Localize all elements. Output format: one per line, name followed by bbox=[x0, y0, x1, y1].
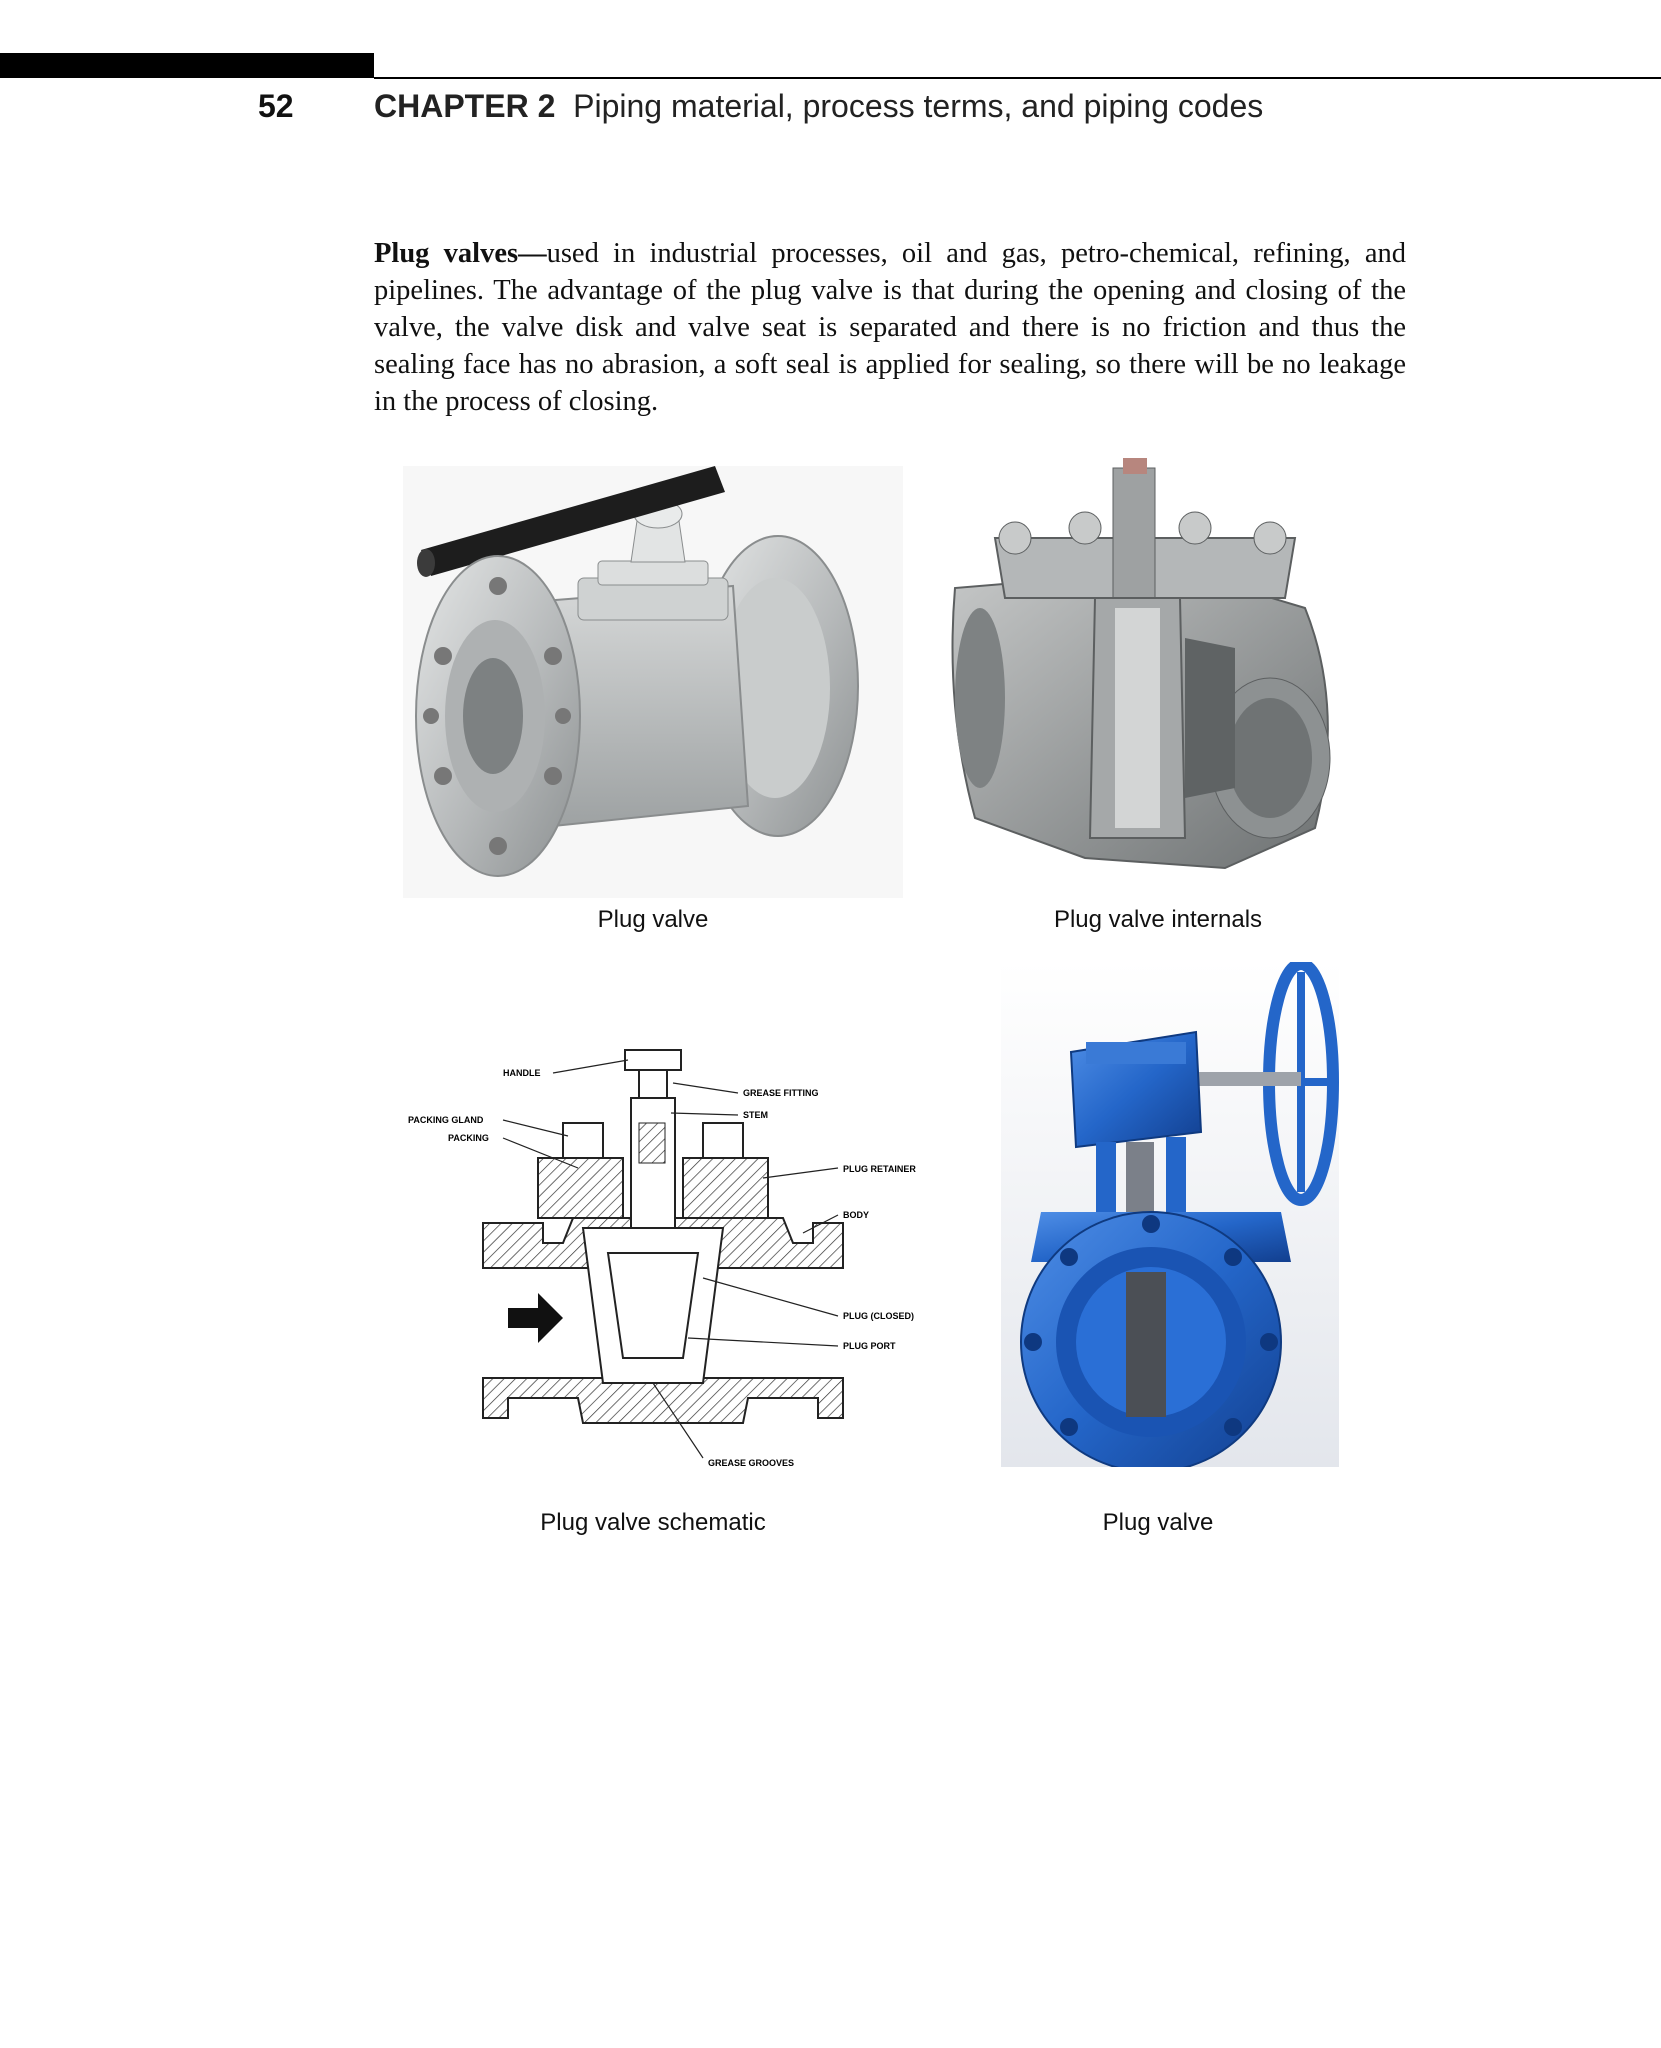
figure-caption: Plug valve bbox=[597, 906, 709, 933]
header-bar bbox=[0, 53, 374, 78]
label-body: BODY bbox=[843, 1210, 870, 1220]
chapter-label: CHAPTER 2 bbox=[374, 88, 556, 124]
label-packing-gland: PACKING GLAND bbox=[408, 1115, 484, 1125]
header-rule bbox=[374, 77, 1661, 79]
label-packing: PACKING bbox=[448, 1133, 489, 1143]
label-plug-port: PLUG PORT bbox=[843, 1341, 896, 1351]
figure-caption: Plug valve internals bbox=[1053, 906, 1263, 933]
plug-valve-internals-photo bbox=[935, 458, 1355, 878]
label-grease-grooves: GREASE GROOVES bbox=[708, 1458, 795, 1468]
label-handle: HANDLE bbox=[503, 1068, 541, 1078]
label-plug-closed: PLUG (CLOSED) bbox=[843, 1311, 914, 1321]
running-head bbox=[374, 88, 1263, 125]
label-grease-fitting: GREASE FITTING bbox=[743, 1088, 819, 1098]
paragraph-text: used in industrial processes, oil and gas, petro-chemical, refining, and pipelines. The advantage of the plug valve is that during the opening and closing of the valve, the valve disk and valve seat is separated and there is no friction and thus the sealing face has no abrasion, a soft seal is applied for sealing, so there will be no leakage in the process of closing. bbox=[374, 238, 1406, 417]
figure-caption: Plug valve schematic bbox=[540, 1509, 766, 1536]
paragraph-term: Plug valves— bbox=[374, 238, 547, 269]
figure-caption: Plug valve bbox=[1102, 1509, 1214, 1536]
plug-valve-photo bbox=[403, 466, 903, 898]
body-paragraph bbox=[374, 235, 1406, 420]
chapter-title: Piping material, process terms, and piping codes bbox=[573, 88, 1264, 124]
label-plug-retainer: PLUG RETAINER bbox=[843, 1164, 916, 1174]
blue-plug-valve-photo bbox=[1001, 962, 1339, 1467]
label-stem: STEM bbox=[743, 1110, 769, 1120]
page-number: 52 bbox=[258, 88, 294, 124]
plug-valve-schematic bbox=[403, 1038, 943, 1478]
